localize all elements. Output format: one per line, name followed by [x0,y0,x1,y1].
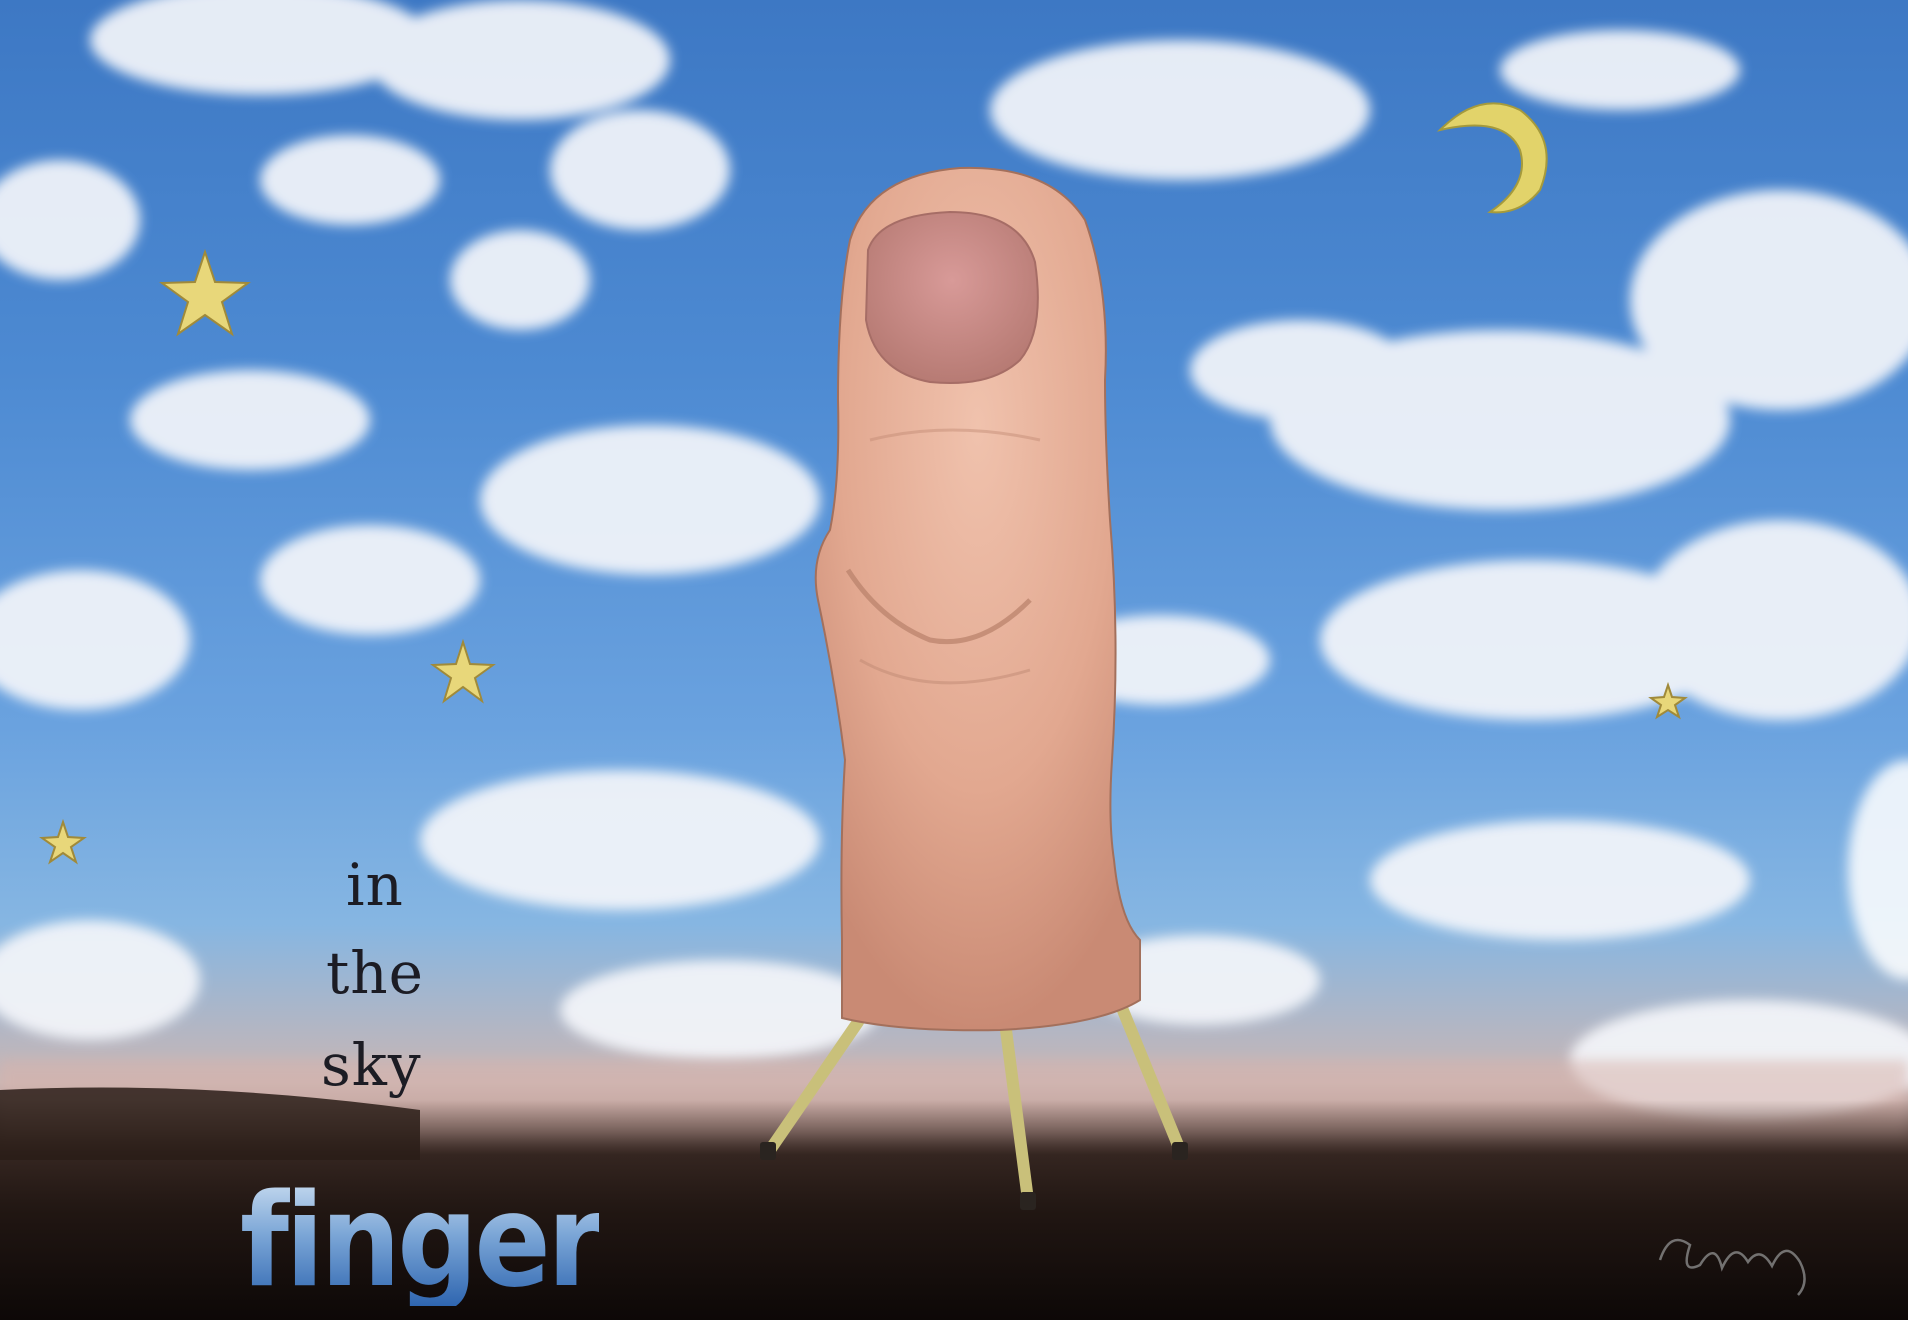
cloud [130,370,370,470]
cloud [1640,520,1908,720]
fingernail-shape [866,212,1038,383]
cloud [1500,30,1740,110]
caption-line-the: the [326,939,424,1007]
caption-line-sky: sky [321,1031,422,1099]
star-shape [42,822,84,862]
star-shape [162,252,248,334]
cloud [480,425,820,575]
sun-glow [1848,760,1908,980]
cloud [550,110,730,230]
title-finger: finger [240,1167,600,1316]
cloud [450,230,590,330]
cloud [0,920,200,1040]
cloud [260,525,480,635]
cloud [560,960,880,1060]
caption-line-in: in [346,851,404,919]
cloud [260,135,440,225]
star-shape [433,642,493,701]
cloud [0,160,140,280]
cloud [420,770,820,910]
cloud [370,0,670,120]
cloud [0,570,190,710]
cloud [990,40,1370,180]
cloud [1370,820,1750,940]
crescent-moon-shape [1440,103,1547,212]
cloud [1190,320,1410,420]
